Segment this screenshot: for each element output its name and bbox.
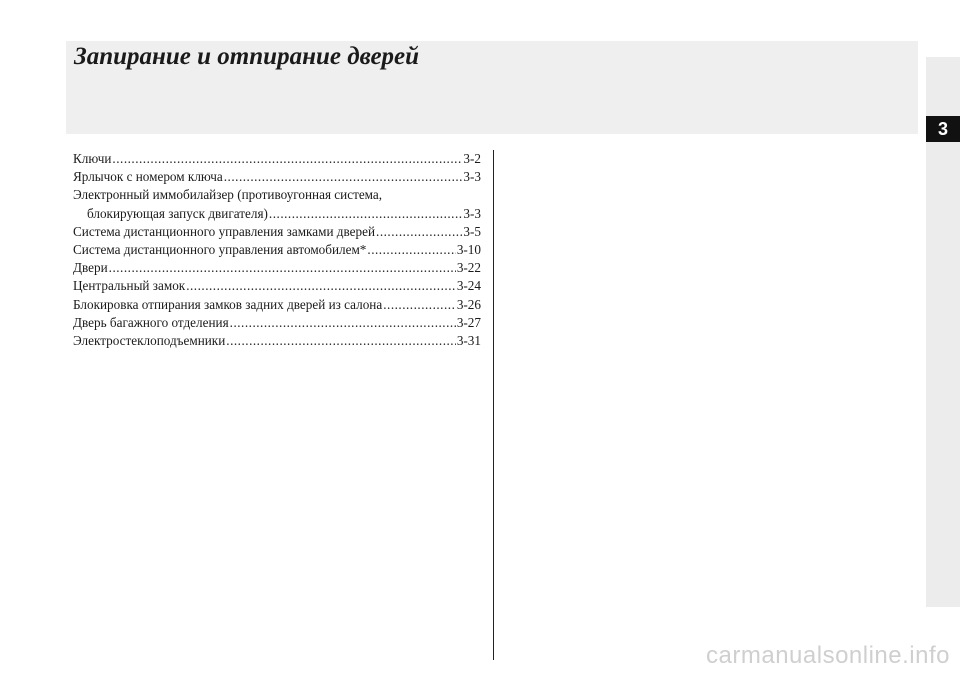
- toc-item-page: 3-22: [456, 260, 481, 276]
- toc-item-page: 3-10: [456, 242, 481, 258]
- toc-leader-dots: [226, 332, 456, 350]
- chapter-header-band: [66, 41, 918, 134]
- toc-item-title: Электростеклоподъемники: [73, 333, 226, 349]
- table-of-contents: [73, 150, 481, 350]
- toc-item-immobilizer-line2[interactable]: [73, 205, 481, 223]
- toc-item-remote-locking[interactable]: [73, 223, 481, 241]
- toc-item-title: Блокировка отпирания замков задних дверей из салона: [73, 296, 383, 312]
- toc-item-doors[interactable]: [73, 259, 481, 277]
- toc-leader-dots: [367, 241, 455, 259]
- chapter-title: Запирание и отпирание дверей: [74, 43, 420, 70]
- toc-leader-dots: [224, 168, 463, 186]
- toc-item-page: 3-5: [463, 223, 481, 239]
- toc-item-title: Центральный замок: [73, 278, 186, 294]
- toc-leader-dots: [112, 150, 462, 168]
- toc-item-central-lock[interactable]: [73, 277, 481, 295]
- toc-item-title: блокирующая запуск двигателя): [87, 205, 268, 221]
- toc-item-child-lock[interactable]: [73, 296, 481, 314]
- toc-item-page: 3-27: [456, 314, 481, 330]
- toc-item-page: 3-3: [463, 205, 481, 221]
- toc-leader-dots: [186, 277, 456, 295]
- toc-leader-dots: [230, 314, 456, 332]
- toc-item-title: Электронный иммобилайзер (противоугонная система,: [73, 187, 383, 203]
- toc-item-keys[interactable]: [73, 150, 481, 168]
- toc-item-page: 3-3: [463, 169, 481, 185]
- toc-leader-dots: [383, 296, 456, 314]
- toc-item-key-tag[interactable]: [73, 168, 481, 186]
- toc-item-page: 3-24: [456, 278, 481, 294]
- toc-leader-dots: [269, 205, 462, 223]
- toc-item-title: Ярлычок с номером ключа: [73, 169, 223, 185]
- watermark: carmanualsonline.info: [706, 642, 950, 669]
- toc-item-title: Дверь багажного отделения: [73, 314, 229, 330]
- toc-item-title: Двери: [73, 260, 108, 276]
- toc-item-page: 3-26: [456, 296, 481, 312]
- toc-item-remote-vehicle-control[interactable]: [73, 241, 481, 259]
- toc-leader-dots: [109, 259, 456, 277]
- toc-leader-dots: [376, 223, 462, 241]
- chapter-tab[interactable]: 3: [926, 116, 960, 142]
- toc-item-title: Система дистанционного управления автомобилем*: [73, 242, 367, 258]
- toc-item-power-windows[interactable]: [73, 332, 481, 350]
- toc-item-title: Ключи: [73, 151, 112, 166]
- toc-item-page: 3-31: [456, 333, 481, 349]
- column-divider: [493, 150, 494, 660]
- toc-item-page: 3-2: [463, 151, 481, 166]
- toc-item-tailgate[interactable]: [73, 314, 481, 332]
- toc-item-title: Система дистанционного управления замками дверей: [73, 223, 376, 239]
- toc-item-immobilizer-line1[interactable]: [73, 186, 481, 204]
